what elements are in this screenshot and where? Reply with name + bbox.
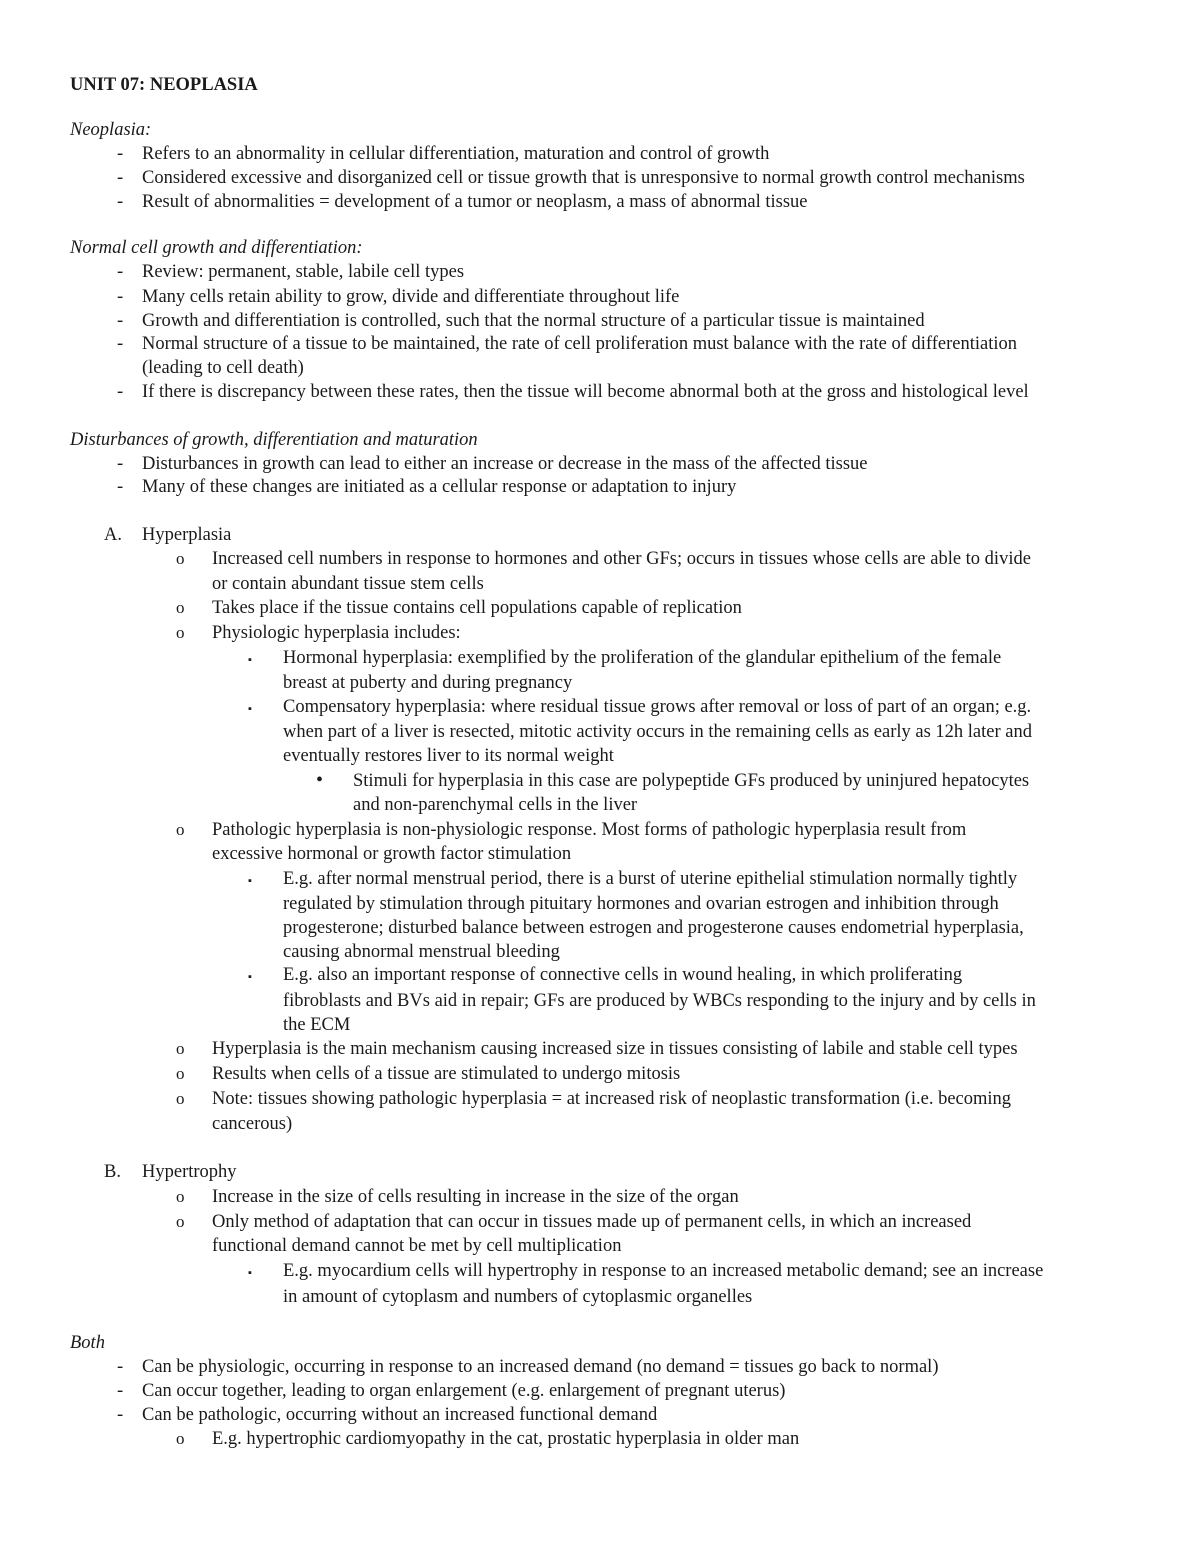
list-item-continuation: the ECM xyxy=(283,1015,351,1035)
list-item: E.g. hypertrophic cardiomyopathy in the cat, prostatic hyperplasia in older man xyxy=(212,1429,800,1449)
list-item: Growth and differentiation is controlled, such that the normal structure of a particular tissue is maintained xyxy=(142,311,925,331)
list-item: Note: tissues showing pathologic hyperplasia = at increased risk of neoplastic transformation (i.e. becoming xyxy=(212,1089,1012,1109)
circle-bullet: o xyxy=(176,1064,185,1083)
list-letter-b: B. xyxy=(104,1162,121,1182)
list-item: Only method of adaptation that can occur in tissues made up of permanent cells, in which an increased xyxy=(212,1212,972,1232)
list-item-continuation: (leading to cell death) xyxy=(142,358,304,378)
list-item: Takes place if the tissue contains cell populations capable of replication xyxy=(212,598,742,618)
list-item: Compensatory hyperplasia: where residual tissue grows after removal or loss of part of an organ; e.g. xyxy=(283,697,1032,717)
list-item: E.g. myocardium cells will hypertrophy in response to an increased metabolic demand; see an increase xyxy=(283,1261,1044,1281)
section-heading-both: Both xyxy=(70,1333,105,1353)
square-bullet: ▪ xyxy=(248,875,252,887)
list-item: If there is discrepancy between these rates, then the tissue will become abnormal both at the gross and histological level xyxy=(142,382,1029,402)
list-item: Can occur together, leading to organ enlargement (e.g. enlargement of pregnant uterus) xyxy=(142,1381,786,1401)
list-item: Can be pathologic, occurring without an increased functional demand xyxy=(142,1405,658,1425)
list-item: Many of these changes are initiated as a cellular response or adaptation to injury xyxy=(142,477,737,497)
list-item: Considered excessive and disorganized cell or tissue growth that is unresponsive to normal growth control mechanisms xyxy=(142,168,1025,188)
list-item: E.g. also an important response of connective cells in wound healing, in which proliferating xyxy=(283,965,963,985)
list-item: Result of abnormalities = development of a tumor or neoplasm, a mass of abnormal tissue xyxy=(142,192,808,212)
list-item: Disturbances in growth can lead to either an increase or decrease in the mass of the affected tissue xyxy=(142,454,868,474)
list-item: Can be physiologic, occurring in response to an increased demand (no demand = tissues go back to normal) xyxy=(142,1357,939,1377)
list-item-continuation: in amount of cytoplasm and numbers of cytoplasmic organelles xyxy=(283,1287,753,1307)
square-bullet: ▪ xyxy=(248,971,252,983)
list-item: Normal structure of a tissue to be maintained, the rate of cell proliferation must balance with the rate of differentiation xyxy=(142,334,1018,354)
list-item: Review: permanent, stable, labile cell types xyxy=(142,262,465,282)
list-item: Hyperplasia is the main mechanism causing increased size in tissues consisting of labile and stable cell types xyxy=(212,1039,1018,1059)
list-item-continuation: fibroblasts and BVs aid in repair; GFs are produced by WBCs responding to the injury and by cells in xyxy=(283,991,1036,1011)
dash-bullet: - xyxy=(117,287,124,307)
dash-bullet: - xyxy=(117,382,124,402)
subsection-hypertrophy: Hypertrophy xyxy=(142,1162,237,1182)
square-bullet: ▪ xyxy=(248,703,252,715)
list-item: Stimuli for hyperplasia in this case are polypeptide GFs produced by uninjured hepatocytes xyxy=(353,771,1030,791)
list-item-continuation: breast at puberty and during pregnancy xyxy=(283,673,573,693)
list-item: Many cells retain ability to grow, divide and differentiate throughout life xyxy=(142,287,680,307)
circle-bullet: o xyxy=(176,1089,185,1108)
list-item-continuation: functional demand cannot be met by cell multiplication xyxy=(212,1236,622,1256)
list-letter-a: A. xyxy=(104,525,122,545)
circle-bullet: o xyxy=(176,820,185,839)
list-item-continuation: or contain abundant tissue stem cells xyxy=(212,574,484,594)
list-item-continuation: eventually restores liver to its normal weight xyxy=(283,746,614,766)
dash-bullet: - xyxy=(117,192,124,212)
list-item: Results when cells of a tissue are stimulated to undergo mitosis xyxy=(212,1064,681,1084)
list-item-continuation: excessive hormonal or growth factor stimulation xyxy=(212,844,572,864)
dot-bullet: • xyxy=(316,769,324,791)
list-item: Physiologic hyperplasia includes: xyxy=(212,623,461,643)
list-item: Refers to an abnormality in cellular differentiation, maturation and control of growth xyxy=(142,144,770,164)
subsection-hyperplasia: Hyperplasia xyxy=(142,525,232,545)
dash-bullet: - xyxy=(117,144,124,164)
dash-bullet: - xyxy=(117,262,124,282)
dash-bullet: - xyxy=(117,334,124,354)
circle-bullet: o xyxy=(176,1187,185,1206)
circle-bullet: o xyxy=(176,598,185,617)
list-item-continuation: regulated by stimulation through pituitary hormones and ovarian estrogen and inhibition through xyxy=(283,894,999,914)
section-heading-neoplasia: Neoplasia: xyxy=(70,120,152,140)
list-item: E.g. after normal menstrual period, there is a burst of uterine epithelial stimulation normally tightly xyxy=(283,869,1018,889)
list-item-continuation: progesterone; disturbed balance between estrogen and progesterone causes endometrial hyperplasia, xyxy=(283,918,1024,938)
dash-bullet: - xyxy=(117,311,124,331)
list-item: Increase in the size of cells resulting in increase in the size of the organ xyxy=(212,1187,739,1207)
square-bullet: ▪ xyxy=(248,654,252,666)
dash-bullet: - xyxy=(117,1357,124,1377)
list-item-continuation: cancerous) xyxy=(212,1114,293,1134)
dash-bullet: - xyxy=(117,1405,124,1425)
circle-bullet: o xyxy=(176,623,185,642)
section-heading-disturbances: Disturbances of growth, differentiation and maturation xyxy=(70,430,478,450)
dash-bullet: - xyxy=(117,454,124,474)
list-item: Hormonal hyperplasia: exemplified by the proliferation of the glandular epithelium of the female xyxy=(283,648,1002,668)
dash-bullet: - xyxy=(117,1381,124,1401)
square-bullet: ▪ xyxy=(248,1267,252,1279)
list-item-continuation: and non-parenchymal cells in the liver xyxy=(353,795,638,815)
circle-bullet: o xyxy=(176,1429,185,1448)
circle-bullet: o xyxy=(176,549,185,568)
circle-bullet: o xyxy=(176,1039,185,1058)
list-item-continuation: causing abnormal menstrual bleeding xyxy=(283,942,560,962)
section-heading-normal-growth: Normal cell growth and differentiation: xyxy=(70,238,363,258)
list-item: Increased cell numbers in response to hormones and other GFs; occurs in tissues whose cells are able to divide xyxy=(212,549,1031,569)
list-item-continuation: when part of a liver is resected, mitotic activity occurs in the remaining cells as early as 12h later and xyxy=(283,722,1032,742)
circle-bullet: o xyxy=(176,1212,185,1231)
dash-bullet: - xyxy=(117,168,124,188)
dash-bullet: - xyxy=(117,477,124,497)
page-title: UNIT 07: NEOPLASIA xyxy=(70,75,258,95)
list-item: Pathologic hyperplasia is non-physiologic response. Most forms of pathologic hyperplasia result from xyxy=(212,820,967,840)
